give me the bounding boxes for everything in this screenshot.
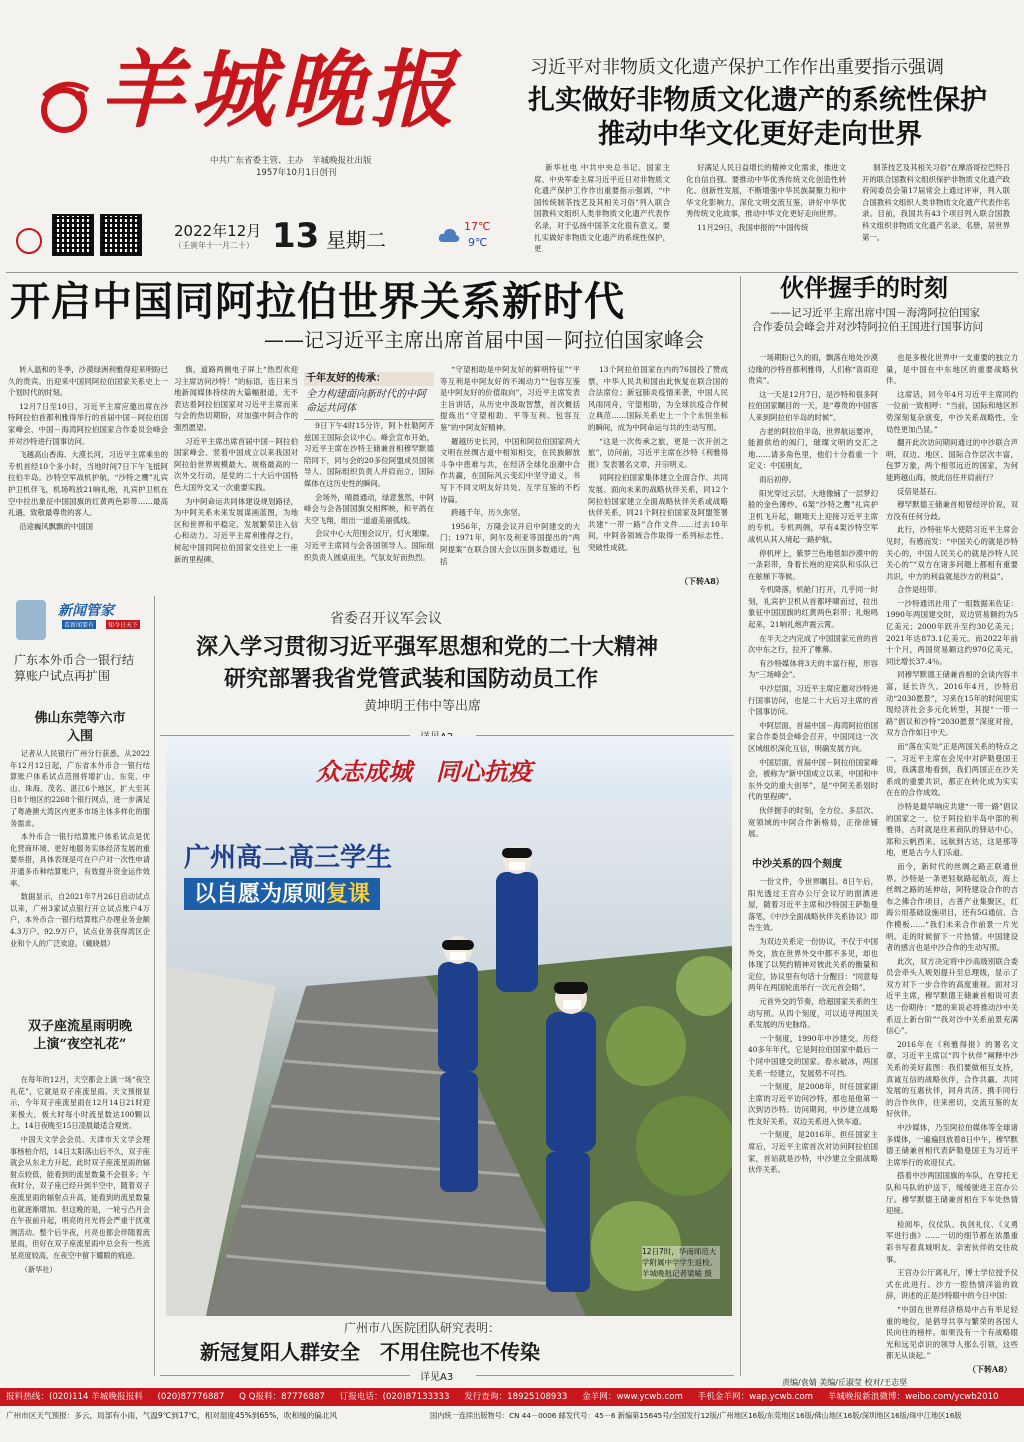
- top-story-body-1: 新华社电 中共中央总书记、国家主席、中央军委主席习近平近日对非物质文化遗产保护工作作出重要指示强调，“中国传统制茶技艺及其相关习俗”列入联合国教科文组织人类非物质文化遗产代表作名录，对于弘扬中国茶文化很有意义。要扎实做好非物质文化遗产的系统性保护，更: [534, 163, 670, 254]
- sidebar-divider: [154, 596, 155, 1376]
- lead-col-5: 13个阿拉伯国家在内的76国投了赞成票，中华人民共和国由此恢复在联合国的合法席位；新冠肺炎疫情来袭，中国人民风雨同舟，守望相助，为全球抗疫合作树立典范……国际关系史上一个个永恒坐标的瞬间，成为中阿命运与共的生动写照。 “这是一次传承之旅，更是一次开创之旅”，访问前，习近平主席在沙特《利雅得报》发表署名文章，开宗明义。 同阿拉伯国家集体建立全面合作、共同发展、面向未来的战略伙伴关系，同12个阿拉伯国家建立全面战略伙伴关系或战略伙伴关系，同21个阿拉伯国家及阿盟签署共建“一带一路”合作文件……过去10年间，中阿各领域合作取得一系列标志性、突破性成就。: [588, 365, 728, 552]
- masthead: [20, 28, 510, 178]
- photo-caption: 12日7时，华南师范大学附属中学学生返校。羊城晚报记者梁喻 摄: [642, 1246, 720, 1279]
- middle-headline-2[interactable]: 研究部署我省党管武装和国防动员工作: [224, 666, 599, 692]
- weekday: 星期二: [326, 228, 386, 252]
- footer-distribution[interactable]: 发行查询：18925108933: [464, 1392, 568, 1402]
- temp-low: 9℃: [468, 236, 488, 249]
- side-col-2: 也是多极化世界中一支重要的独立力量，是中国在中东地区的重要战略伙伴。 这席话，同今年4月习近平主席同约一位前一致相呼：“当前，国际和地区形势深刻复杂演变，中沙关系战略性、全局性更加凸显。” 翻开此次访问期间通过的中沙联合声明，双边、地区、国际合作层次丰富，包罗万象，两个相邻远近的国家，为何能跨越山海，彼此信任并肩前行？ 反倍是基石。 穆罕默德王储兼首相曾经评价说，双方没有任何分歧。 此行，沙特驻华大使陪习近平主席会见时，有感而发：“中国关心的就是沙特关心的，中国人民关心的就是沙特人民关心的”“双方在诸多问题上都相有重要共识，中方的利益就是沙方的利益”。 合作是纽带。 一沙特通讯社用了一组数据来佐证：1990年两国建交时，双边贸易额约为5亿美元；2000年跃升至约30亿美元；2021年达873.1亿美元。而2022年前十个月，两国贸易额这约970亿美元，同比增长37.4％。 同穆罕默德王储兼首相的会谈内容丰富，延长许久。2016年4月，沙特启动“2030愿景”，习来在15年的时间里实现经济社会多元化转型，其提“一带一路”倡议和沙特“2030愿景”深度对接，双方合作如日中天。 而“落在实处”正是两国关系的特点之一。习近平主席在会见中对萨勒曼国王说，我满意地看到，我们两国正在沙关系成的重要共识，都正在转化成为实实在在的合作成效。 沙特是最早响应共建“一带一路”倡议的国家之一。位于阿拉伯半岛中部的利雅得，古时就是往来商队的驿站中心，郑和云帆西来，远航到古达，这是那等地，更是古今人们乐道。 而今，新时代的丝绸之路正联通世界。沙特是一条更轻航路起航点，海上丝绸之路的延伸站，阿特建设合作的吉布之佛合作项目，古普产业集聚区，红海公用基础设施项目，还有5G通信、合作模板……“我们未来合作前景一片光明。走的时候留下一片热情。中国建设者的感言也是中沙合作的生动写照。 此次，双方决定将中沙高级别联合委员会牵头人规划提升至总理级，显示了双方对下一步合作的高度重视。面对习近平主席，穆罕默德王储兼首相说可表达一份期待：“愿的来说必将推动沙中关系迈上新台阶”“我对沙中关系前景充满信心”。 2016年在《利雅得报》的署名文章，习近平主席以“四个伙伴”阐释中沙关系的美好蓝图：我们要做相互支持，真诚互信的战略伙伴，合作共赢、共同发展的互惠伙伴，同舟共济、携手同行的合作伙伴，往来密切，交流互鉴的友好伙伴。 中沙媒体，乃至阿拉伯媒体等全球诸多媒体，一遍遍回放着8日中午，穆罕默德王储兼首相代表萨勒曼国王为习近平主席举行的欢迎仪式。 搭着中沙两国国旗的车队，在穿托无队和马队的护送下，缓缓驶进王宫办公厅。穆罕默德王储兼首相在下车处热情迎接。 检阅毕，仪仗队、执剑礼仪、《义勇军进行曲》……一切的细节都在浓墨重彩书写着真城明友、亲密伙伴的交往故事。 王宫办公厅离礼厅，博士学位授予仪式在此进行。沙方一腔热情洋溢的致辞，讲述的正是沙特眼中的今日中国： “中国在世界经济格局中占有举足轻重的地位，是倡导共享与繁荣的各国人民向往的榜样。如果没有一个有战略眼光和远见卓识的领导人那么引领，这些都无从谈起。”: [886, 353, 1018, 1361]
- footer-website[interactable]: 金羊网：www.ycwb.com: [582, 1392, 683, 1402]
- credits: 责编/袁婧 美编/丘淑莹 校对/王志坚: [782, 1378, 908, 1387]
- middle-subline: 黄坤明王伟中等出席: [364, 699, 482, 714]
- badge-graphic: [16, 600, 46, 640]
- photo-headline-2b[interactable]: 复课: [326, 881, 371, 907]
- sidebar-badge: [8, 596, 148, 646]
- footer-mobile[interactable]: 手机金羊网：wap.ycwb.com: [697, 1392, 814, 1402]
- date-day: 13: [272, 216, 320, 256]
- middle-kicker: 省委召开议军会议: [330, 611, 442, 627]
- lead-col-3-subhead: [304, 372, 434, 420]
- brief-2-title[interactable]: 佛山东莞等六市入围: [34, 711, 126, 744]
- photo-headline-2[interactable]: 以自愿为原则: [194, 881, 327, 907]
- lunar-date: （壬寅年十一月二十）: [174, 241, 254, 250]
- footer-weather: 广州市区天气预报：多云，局部有小雨，气温9℃到17℃，相对湿度45%到65%，吹和缓的偏北风: [6, 1411, 338, 1420]
- photo-banner-text: 众志成城 同心抗疫: [316, 757, 532, 786]
- brief-3-title[interactable]: 双子座流星雨明晚上演“夜空礼花”: [28, 1019, 133, 1052]
- side-subhead-2: 合作委员会峰会并对沙特阿拉伯王国进行国事访问: [752, 321, 983, 333]
- footer-qq[interactable]: Q Q报料：87776887: [239, 1392, 325, 1402]
- footer-hotline[interactable]: 报料热线：(020)114 羊城晚报报料: [6, 1392, 143, 1402]
- temp-high: 17℃: [464, 220, 491, 233]
- lead-continued[interactable]: （下转A8）: [680, 576, 724, 586]
- middle-headline-1[interactable]: 深入学习贯彻习近平强军思想和党的二十大精神: [196, 634, 659, 660]
- footer-publish: 国内统一连续出版物号：CN 44－0006 邮发代号：45－6 新编第15645号/全国发行12版/广州地区16版/东莞地区16版/佛山地区16版/深圳地区16版/珠中江地区16版: [430, 1411, 962, 1420]
- qr-code-1-icon[interactable]: [52, 214, 94, 256]
- logo-emblem-icon: [34, 76, 94, 136]
- lead-col-3-head: 千年友好的传承：: [304, 372, 434, 386]
- lead-col-4: “守望相助是中阿友好的鲜明特征”“平等互利是中阿友好的不竭动力”“包容互鉴是中阿友好的价值取向”，习近平主席发表主旨讲话，从历史中汲取智慧，首次概括提炼出“守望相助、平等互利、包容互鉴”的中阿友好精神。 羅越历史长河，中国和阿拉伯国家两大文明在丝绸古道中相知相交，在民族解放斗争中患难与共，在经济全球化浪潮中合作共赢，在国际风云变幻中坚守道义，书写下不同文明友好共处、互学互鉴的不朽诗篇。 跨越千年，历久弥坚。 1956年，万隆会议开启中阿建交的大门；1971年，阿尔及利亚等国提出的“两阿提案”在联合国大会以压倒多数通过，包括: [440, 365, 580, 566]
- side-col-1b: 一份文件，令世界瞩目。8日午后，阳光透过王宫办公厅会议厅的窗洒进屋，随着习近平主席和沙特国王萨勒曼落笔，《中沙全面战略伙伴关系协议》即告生效。 为双边关系定一份协议，不仅于中国外交，放在世界外交中都不多见，却也体现了以契约精神对彼此关系的衡量和定位，协议里有句话十分醒目：“同意每两年在两国轮流举行一次元首会晤”。 元首外交的节奏，给超国家关系的生动写照。从四个刻度，可以追寻两国关系发展的历史脉络。 一个刻度，1990年中沙建交。历经40多年年代，它是阿拉伯国家中最后一个同中国建交的国家。春水破冰，两国关系一经建立，发展势不可挡。 一个刻度，是2008年，时任国家副主席的习近平访问沙特，那也是他第一次到访沙特。访问期间，中沙建立战略性友好关系，双边关系进入快车道。 一个刻度，是2016年。担任国家主席后，习近平主席首次对访问阿拉伯国家，首站就是沙特，中沙建立全面战略伙伴关系。: [748, 877, 878, 1175]
- side-col-1: 一场期盼已久的雨，飘落在地处沙漠边缘的沙特首都利雅得，人们称“喜雨迎贵宾”。 这一天是12月7日，是沙特和很多阿拉伯国家瞩目的一天，是“尊贵的中国客人来到阿拉伯半岛的时候”。 古老的阿拉伯半岛，世界航运要冲，能源供给的阀门，璀璨文明的交汇之地……请多角色里，他们十分看重一个定义：中国朋友。 雨后初停。 阳光穿过云层，大地像铺了一层梦幻般的金色薄纱。6架“沙特之鹰”礼宾护卫机飞升起，翱翔天上迎接习近平主席的专机。专机两侧，早有4架沙特空军战机从其入境起一路护航。 停机坪上，紫罗兰色地毯如沙漠中的一条彩带，身着长袍的迎宾队和乐队已在舷梯下等候。 专机降落，机舱门打开，几乎同一时刻，礼宾护卫机从首都呼啸而过，拉出象征中国国旗的红黄两色彩带；礼炮鸣起来，21响礼炮声震云霄。 在半天之内完成了中国国家元首的首次中东之行，拉开了帷幕。 有沙特媒体将3天的丰富行程，形容为“三场峰会”。 中沙层面，习近平主席应邀对沙特进行国事访问，也是二十大后习主席的首个国事访问。 中阿层面，首届中国－海湾阿拉伯国家合作委员会峰会召开，中国同这一次区域组织深化互信，明确发展方向。 中国层面，首届中国－阿拉伯国家峰会，被称为“新中国成立以来，中国和中东外交的重大创举”，是“中阿关系划时代的里程碑”。 伙伴握手的时刻，全方位、多层次、宽领域的中阿合作新格局，正徐徐铺展。: [748, 353, 878, 839]
- footer-weibo[interactable]: 羊城晚报新浪微博：weibo.com/ycwb2010: [827, 1392, 999, 1402]
- badge-title: 新闻管家: [58, 603, 114, 619]
- photo-kicker: 广州市八医院团队研究表明：: [344, 1321, 501, 1335]
- qr-code-2-icon[interactable]: [100, 214, 142, 256]
- photo-see[interactable]: 详见A3: [420, 1372, 454, 1383]
- photo-see-line-left: [160, 1375, 410, 1376]
- photo-students: [416, 832, 646, 1312]
- lead-col-1: 转入温和的冬季，沙漠绿洲利雅得迎来明盼已久的贵宾。出迎来中国同阿拉伯国家关系史上一个划时代的时刻。 12月7日至10日，习近平主席应邀出席在沙特阿拉伯首都利雅得举行的首届中国－阿拉伯国家峰会、中国－海湾阿拉伯国家合作委员会峰会并对沙特进行国事访问。 飞越高山香海、大漠长河，习近平主席乘坐的专机首经10个多小时，当地时间7日下午飞抵阿拉伯半岛。沙特空军战机护航，“沙特之鹰”礼宾护卫机伴飞，机场鸣放21响礼炮，礼宾护卫机在空中拉出象征中国国旗的红黄两色彩带……最高礼遇，致敬最尊贵的客人。 沿途巍风飘飘的中国国: [8, 365, 168, 531]
- top-story-body-2: 好满足人民日益增长的精神文化需求，推进文化自信自强。要推动中华优秀传统文化创造性转化、创新性发展，不断增强中华民族凝聚力和中华文化影响力，深化文明交流互鉴，讲好中华优秀传统文化故事，推动中华文化更好走向世界。 11月29日，我国申报的“中国传统: [686, 163, 846, 232]
- newspaper-logo: 羊城晚报: [100, 40, 461, 139]
- lead-headline[interactable]: 开启中国同阿拉伯世界关系新时代: [10, 278, 625, 325]
- footer-subscribe[interactable]: 订报电话：(020)87133333: [339, 1392, 450, 1402]
- lead-right-divider: [740, 276, 741, 1376]
- brief-2-body: 记者从人民银行广州分行获悉，从2022年12月12日起，广东省本外币合一银行结算账户体系试点范围将增扩山、东莞、中山、珠海、茂名、湛江6个地区，扩大至其日8个地区的2268个银行网点，进一步满足了粤港澳大湾区内更多市场主体多样化的服务需求。 本外币合一银行结算账户体系试点是优化营商环境、更好地服务实体经济发展的重要举措，具体表现是可在户户对一次性申请开通多币种结算账户，有效提升资金运作效率。 数据显示，自2021年7月26日启动试点以来，广州3家试点银行开立试点账户4万户，本外币合一银行结算账户办理业务金额4.3万户、92.9万户，试点业务获得湾区企业和个人的广泛欢迎。（戴晓晨）: [10, 749, 150, 948]
- seal-icon: [16, 228, 42, 254]
- footer-phone[interactable]: (020)87776887: [157, 1392, 225, 1402]
- lead-col-3-sub: 全力构建面向新时代的中阿命运共同体: [304, 386, 434, 420]
- dateline: [170, 216, 520, 260]
- top-story-body-3: 制茶技艺及其相关习俗”在摩洛哥拉巴特召开的联合国教科文组织保护非物质文化遗产政府间委员会第17届常会上通过评审，列入联合国教科文组织人类非物质文化遗产代表作名录。目前，我国共有43个项目列入联合国教科文组织非物质文化遗产名录、名册，居世界第一。: [862, 163, 1010, 242]
- photo-headline-1[interactable]: 广州高二高三学生: [184, 843, 393, 873]
- lead-subhead: ——记习近平主席出席首届中国－阿拉伯国家峰会: [264, 328, 704, 352]
- photo-see-line-right: [476, 1375, 734, 1376]
- badge-line-2: 看新闻要有: [64, 622, 95, 629]
- footer-bar: [0, 1388, 1024, 1406]
- sponsor-line: 中共广东省委主管、主办 羊城晚报社出版: [210, 156, 372, 166]
- side-col-1-head: 中沙关系的四个刻度: [752, 859, 842, 870]
- photo-headline-2-box: [184, 878, 380, 910]
- top-story-kicker[interactable]: 习近平对非物质文化遗产保护工作作出重要指示强调: [530, 57, 944, 78]
- side-continued[interactable]: （下转A8）: [968, 1364, 1012, 1374]
- lead-col-2: 旗，道路两侧电子屏上“热烈欢迎习主席访问沙特！”的标语，连日来当地新闻媒体持续的大篇幅报道，无不表达着阿拉伯国家对习近平主席而来与会的热切期盼，对加强中阿合作的强烈愿望。 习近平主席出席首届中国－阿拉伯国家峰会、竖着中国成立以来我国对阿拉伯世界规模最大、规格最高的一次外交行动，是党的二十大后中国特色大国外交又一次重要实践。 为中阿命运共同体建设规划路径，为中阿关系未来发展谋画蓝图，为地区和世界和平稳定、发展繁荣注入信心和动力。习近平主席利雅得之行，树起中国同阿拉伯国家交往史上一座新的里程碑。: [174, 365, 298, 564]
- badge-line-3: 知今日天下: [108, 622, 139, 629]
- weather-cloud-icon: [438, 226, 460, 248]
- lead-col-3: 9日下午4时15分许，阿卜杜勒阿齐兹国王国际会议中心。峰会宣布开始，习近平主席在沙特王储兼首相穆罕默德陪同下，同与会的20多位阿盟成员国领导人、国际组织负责人并肩而立，国际媒体在这历史性的瞬间。 会场外，晴晨通动，绿意葱然，中阿峰会与会各国国旗交相辉映，和平鸽在天空飞翔，组出一道道美丽弧线。 会议中心大范围会议厅，灯火璀璨。习近平主席同与会各国领导人、国际组织负责人圆桌而坐，气氛友好而热烈。: [304, 421, 434, 562]
- top-story-headline-2[interactable]: 推动中华文化更好走向世界: [598, 119, 922, 150]
- brief-3-body: 在每年的12月，天空都会上演一场“夜空礼花”，它就是双子座流星雨。天文预报显示，今年双子座流星雨在12月14日21时迎来极大，极大时每小时流星数达100颗以上，14日夜晚至15日凌晨最适合观赏。 中国天文学会会员、天津市天文学会理事杨柏介绍，14日太阳落山后不久，双子座就会从东北方升起，此时双子座流星雨的辐射点较低，能看到的流星数量不会很多；午夜时分，双子座已经升到半空中，随着双子座流星雨的辐射点升高，能看到的流星数量也就逐渐增加。但这晚的是，一轮亏凸月会在午夜前升起，明亮的月光将会严重干扰观测活动。整个后半夜，月亮也都会伴随着流星雨，但好在双子座流星雨中总会有一些流星亮度较高，在夜空中留下耀眼的痕迹。 （新华社）: [10, 1075, 150, 1274]
- side-subhead-1: ——记习近平主席出席中国－海湾阿拉伯国家: [770, 307, 980, 319]
- brief-1-title[interactable]: 广东本外币合一银行结算账户试点再扩围: [14, 653, 135, 683]
- side-headline[interactable]: 伙伴握手的时刻: [780, 274, 948, 302]
- founded-line: 1957年10月1日创刊: [256, 168, 337, 178]
- top-story-headline-1[interactable]: 扎实做好非物质文化遗产的系统性保护: [528, 85, 987, 116]
- date-month: 2022年12月: [174, 222, 262, 240]
- photo-headline-3[interactable]: 新冠复阳人群安全 不用住院也不传染: [200, 1340, 540, 1364]
- photo-panel: [166, 736, 732, 1316]
